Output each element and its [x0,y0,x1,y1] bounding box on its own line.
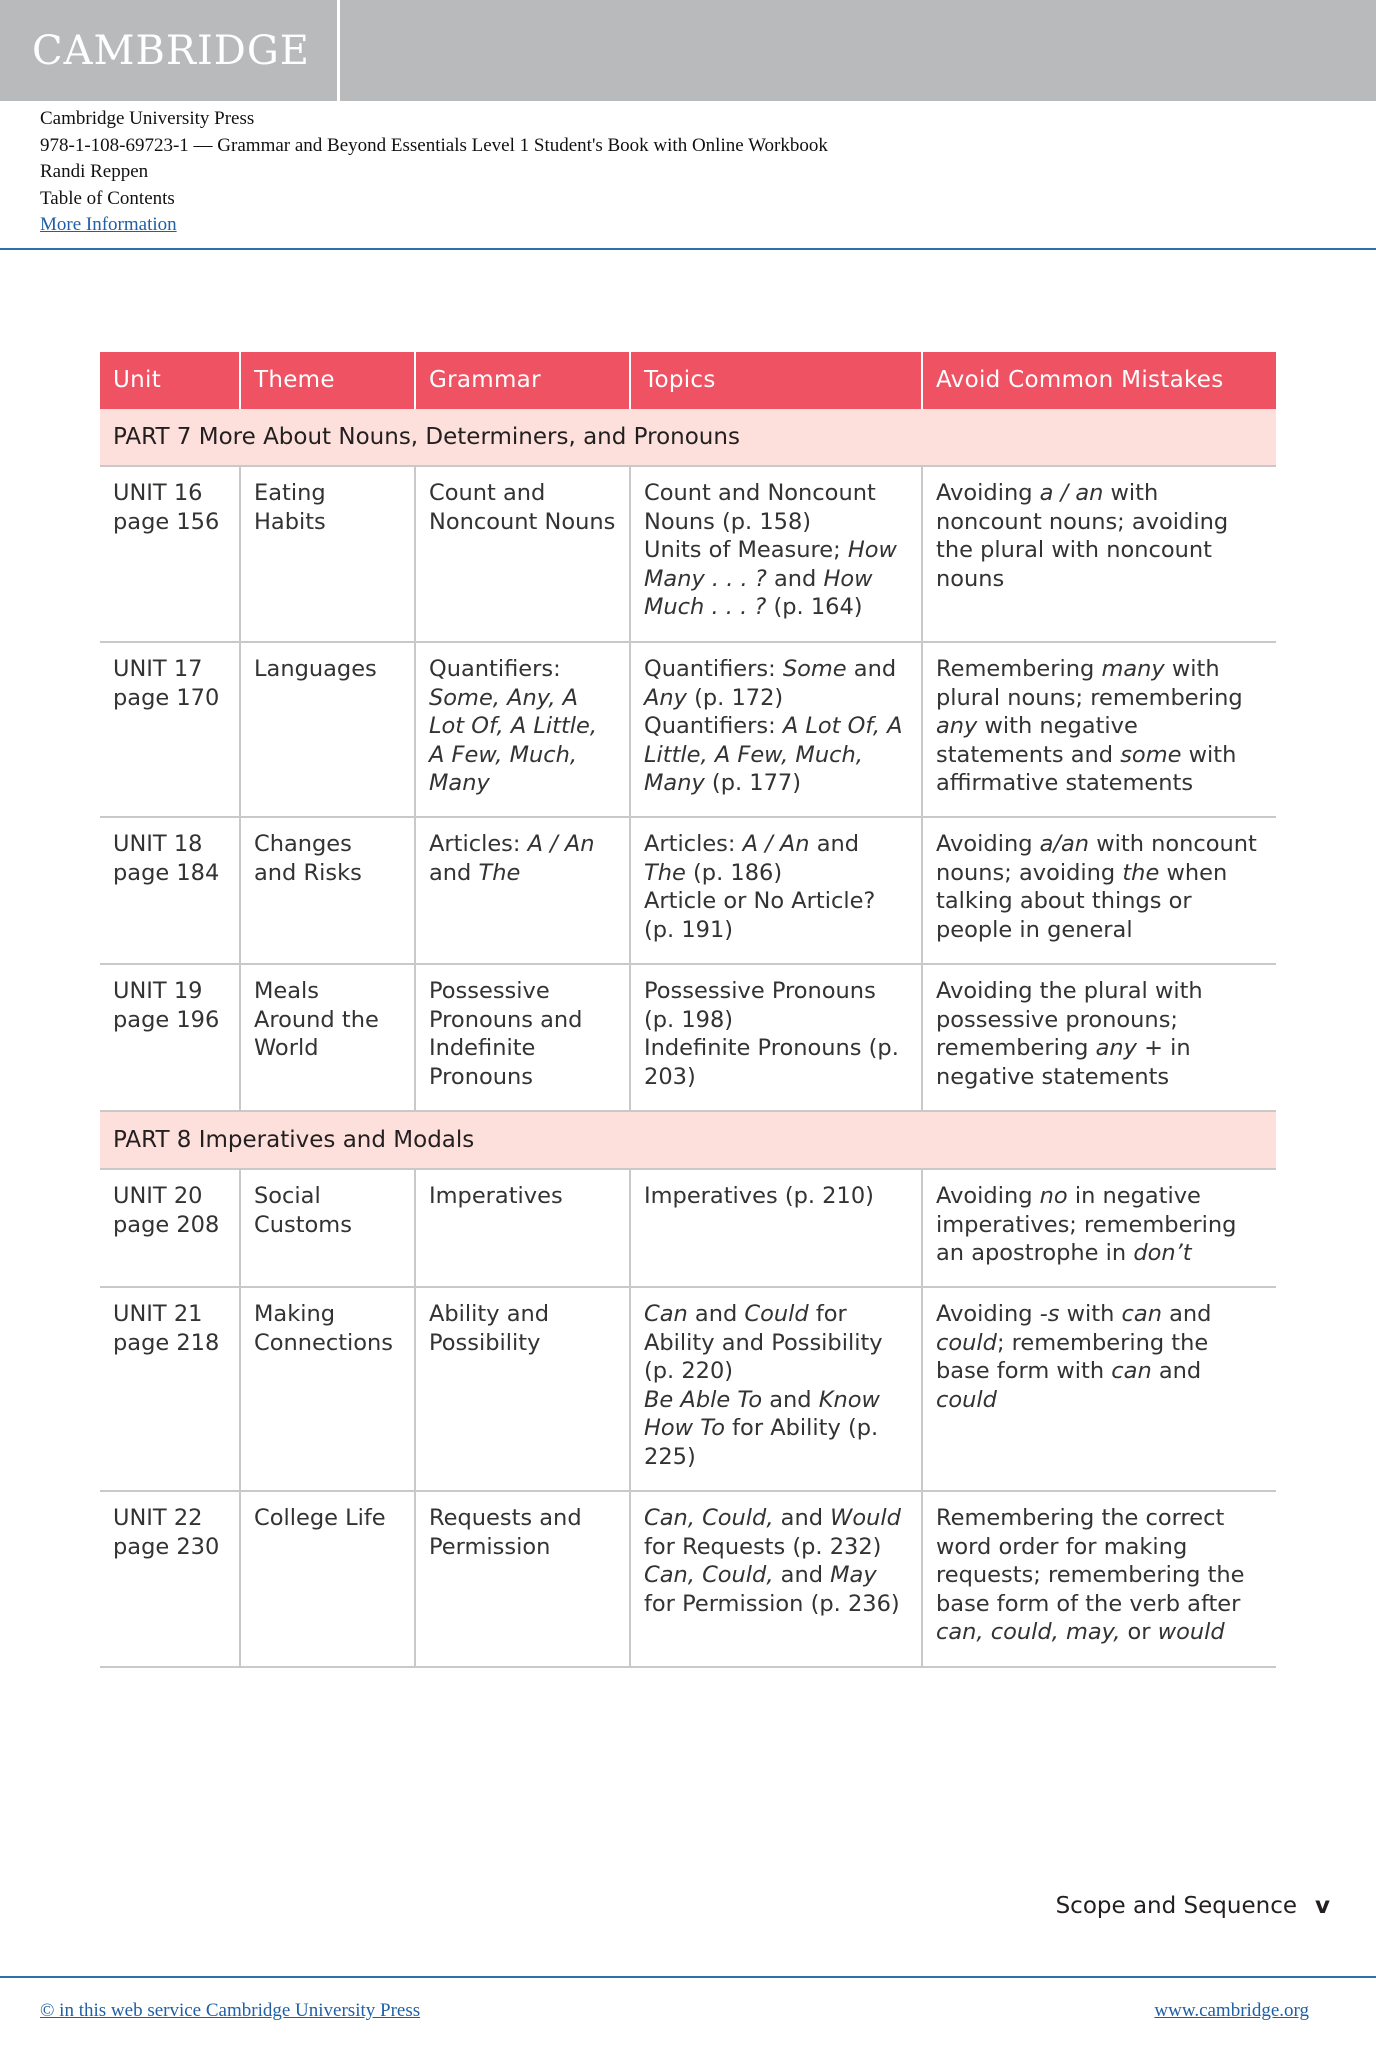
unit-page: page 208 [113,1211,220,1238]
footer-divider [0,1976,1376,1978]
unit-page: page 218 [113,1329,220,1356]
theme-cell: Languages [240,642,415,817]
mistakes-cell: Avoiding the plural with possessive pronouns; remembering any + in negative statements [922,964,1276,1111]
copyright-link[interactable]: © in this web service Cambridge University Press [40,2000,421,2021]
table-row [100,817,1276,964]
unit-number: UNIT 18 [113,831,203,857]
mistakes-cell: Avoiding a / an with noncount nouns; avoiding the plural with noncount nouns [922,466,1276,642]
scope-sequence-table [100,352,1276,1668]
unit-cell [100,642,240,817]
unit-number: UNIT 17 [113,656,203,682]
grammar-cell: Articles: A / An and The [415,817,630,964]
table-row [100,466,1276,642]
mistakes-cell: Remembering the correct word order for making requests; remembering the base form of the verb after can, could, may, or would [922,1491,1276,1667]
unit-page: page 184 [113,859,220,886]
unit-page: page 170 [113,684,220,711]
section-name: Table of Contents [40,187,175,209]
mistakes-cell: Avoiding no in negative imperatives; remembering an apostrophe in don’t [922,1169,1276,1287]
website-link[interactable]: www.cambridge.org [1154,2000,1309,2021]
table-row [100,1287,1276,1491]
footer-section-label [1056,1893,1330,1919]
more-information-link[interactable]: More Information [40,214,177,235]
col-header-grammar: Grammar [415,352,630,409]
part-title: PART 8 Imperatives and Modals [100,1111,1276,1169]
header-bar [0,0,1376,101]
col-header-unit: Unit [100,352,240,409]
unit-cell [100,1287,240,1491]
isbn-title: 978-1-108-69723-1 — Grammar and Beyond Essentials Level 1 Student's Book with Online Workbook [40,134,828,156]
unit-number: UNIT 22 [113,1505,203,1531]
publisher: Cambridge University Press [40,108,255,129]
part-row [100,409,1276,466]
part-row [100,1111,1276,1169]
grammar-cell: Imperatives [415,1169,630,1287]
topics-cell: Can and Could for Ability and Possibility (p. 220) Be Able To and Know How To for Ability (p. 225) [630,1287,922,1491]
grammar-cell: Quantifiers: Some, Any, A Lot Of, A Little, A Few, Much, Many [415,642,630,817]
col-header-theme: Theme [240,352,415,409]
topics-cell: Articles: A / An and The (p. 186) Article or No Article? (p. 191) [630,817,922,964]
theme-cell: Social Customs [240,1169,415,1287]
table-row [100,964,1276,1111]
unit-number: UNIT 21 [113,1301,203,1327]
section-title: Scope and Sequence [1055,1893,1297,1919]
topics-cell: Possessive Pronouns (p. 198) Indefinite Pronouns (p. 203) [630,964,922,1111]
unit-cell [100,817,240,964]
col-header-mistakes: Avoid Common Mistakes [922,352,1276,409]
topics-cell: Can, Could, and Would for Requests (p. 232) Can, Could, and May for Permission (p. 236) [630,1491,922,1667]
logo-box [0,0,340,101]
book-metadata [40,106,828,239]
unit-cell [100,466,240,642]
mistakes-cell: Avoiding -s with can and could; remembering the base form with can and could [922,1287,1276,1491]
grammar-cell: Possessive Pronouns and Indefinite Pronouns [415,964,630,1111]
topics-cell: Count and Noncount Nouns (p. 158) Units of Measure; How Many . . . ? and How Much . . . ? (p. 164) [630,466,922,642]
unit-number: UNIT 20 [113,1183,203,1209]
mistakes-cell: Avoiding a/an with noncount nouns; avoiding the when talking about things or people in general [922,817,1276,964]
table-row [100,1491,1276,1667]
unit-number: UNIT 19 [113,978,203,1004]
unit-page: page 156 [113,508,220,535]
unit-cell [100,964,240,1111]
part-title: PART 7 More About Nouns, Determiners, and Pronouns [100,409,1276,466]
theme-cell: Eating Habits [240,466,415,642]
unit-cell [100,1169,240,1287]
header-divider [0,248,1376,250]
col-header-topics: Topics [630,352,922,409]
cambridge-logo: CAMBRIDGE [32,28,310,74]
topics-cell: Quantifiers: Some and Any (p. 172) Quantifiers: A Lot Of, A Little, A Few, Much, Many (p. 177) [630,642,922,817]
topics-cell: Imperatives (p. 210) [630,1169,922,1287]
page-number: v [1315,1893,1330,1919]
unit-page: page 196 [113,1006,220,1033]
table-header-row [100,352,1276,409]
author: Randi Reppen [40,161,149,182]
theme-cell: Meals Around the World [240,964,415,1111]
mistakes-cell: Remembering many with plural nouns; remembering any with negative statements and some with affirmative statements [922,642,1276,817]
theme-cell: Making Connections [240,1287,415,1491]
unit-cell [100,1491,240,1667]
table-row [100,1169,1276,1287]
theme-cell: College Life [240,1491,415,1667]
theme-cell: Changes and Risks [240,817,415,964]
grammar-cell: Requests and Permission [415,1491,630,1667]
unit-page: page 230 [113,1533,220,1560]
table-row [100,642,1276,817]
grammar-cell: Ability and Possibility [415,1287,630,1491]
grammar-cell: Count and Noncount Nouns [415,466,630,642]
unit-number: UNIT 16 [113,480,203,506]
